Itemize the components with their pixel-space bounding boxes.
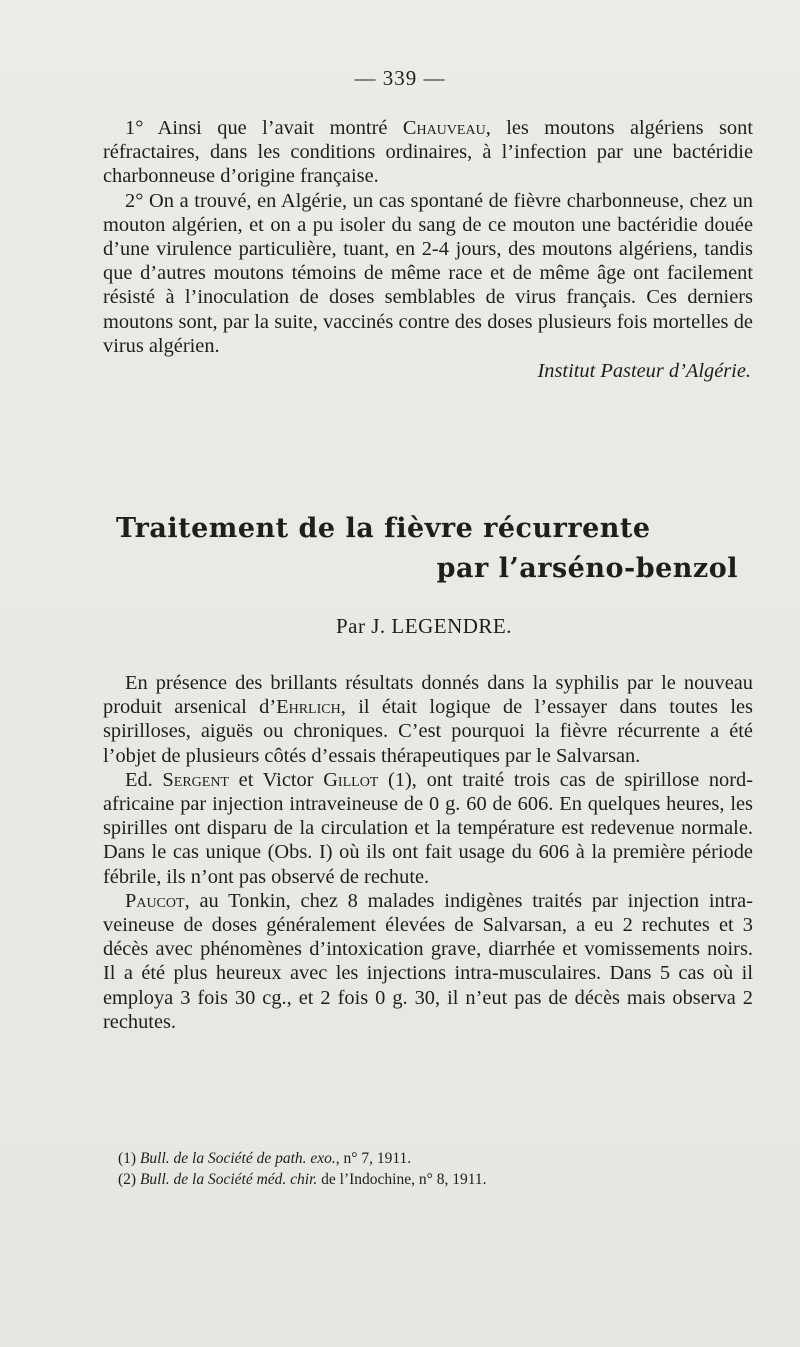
footnote-2: (2) Bull. de la Société méd. chir. de l’Indochine, n° 8, 1911. xyxy=(118,1171,487,1188)
footnotes xyxy=(118,1148,758,1190)
article-paragraph-2: Ed. Sergent et Victor Gillot (1), ont traité trois cas de spirillose nord-africaine par injection intraveineuse de 0 g. 60 de 606. En quelques heures, les spirilles ont disparu de la circulation et la température est redevenue normale. Dans le cas unique (Obs. I) où ils ont fait usage du 606 à la première période fébrile, ils n’ont pas observé de rechute. xyxy=(103,768,753,888)
page-number: — 339 — xyxy=(354,66,446,90)
article-title-line-2: par l’arséno-benzol xyxy=(436,553,738,584)
author-name-ehrlich: Ehrlich xyxy=(276,696,341,719)
institution-signature: Institut Pasteur d’Algérie. xyxy=(537,360,751,383)
author-name-chauveau: Chauveau xyxy=(402,117,486,139)
article-title-line-1: Traitement de la fièvre récurrente xyxy=(116,513,651,544)
article-body xyxy=(103,671,753,1034)
paragraph-2: 2° On a trouvé, en Algérie, un cas spontané de fièvre charbonneuse, chez un mouton algérien, et on a pu isoler du sang de ce mouton une bactéridie douée d’une virulence particulière, tuant, en 2-4 jours, des moutons algériens, tandis que d’autres moutons témoins de même race et de même âge ont facilement résisté à l’inoculation de doses semblables de virus français. Ces derniers moutons sont, par la suite, vaccinés contre des doses plusieurs fois mortelles de virus algérien. xyxy=(103,189,753,357)
top-section xyxy=(103,116,753,383)
article-paragraph-1: En présence des brillants résultats donnés dans la syphilis par le nouveau produit arsenical d’Ehrlich, il était logique de l’essayer dans toutes les spirilloses, aiguës ou chroniques. C’est pourquoi la fièvre récurrente a été l’objet de plusieurs côtés d’essais thérapeutiques par le Salvarsan. xyxy=(103,672,753,767)
article-author: Par J. LEGENDRE. xyxy=(336,614,512,638)
author-name-gillot: Gillot xyxy=(323,768,379,791)
article-paragraph-3: Paucot, au Tonkin, chez 8 malades indigènes traités par injection intra-veineuse de doses généralement élevées de Salvarsan, a eu 2 rechutes et 3 décès avec phénomènes d’intoxication grave, diarrhée et vomissements noirs. Il a été plus heureux avec les injections intra-musculaires. Dans 5 cas où il employa 3 fois 30 cg., et 2 fois 0 g. 30, il n’eut pas de décès mais observa 2 rechutes. xyxy=(103,889,753,1033)
author-name-paucot: Paucot xyxy=(125,889,185,912)
author-name-sergent: Sergent xyxy=(162,768,229,791)
paragraph-1: 1° Ainsi que l’avait montré Chauveau, les moutons algériens sont réfractaires, dans les conditions ordinaires, à l’infection par une bactéridie charbonneuse d’origine française. xyxy=(103,117,753,188)
footnote-1: (1) Bull. de la Société de path. exo., n° 7, 1911. xyxy=(118,1150,412,1167)
